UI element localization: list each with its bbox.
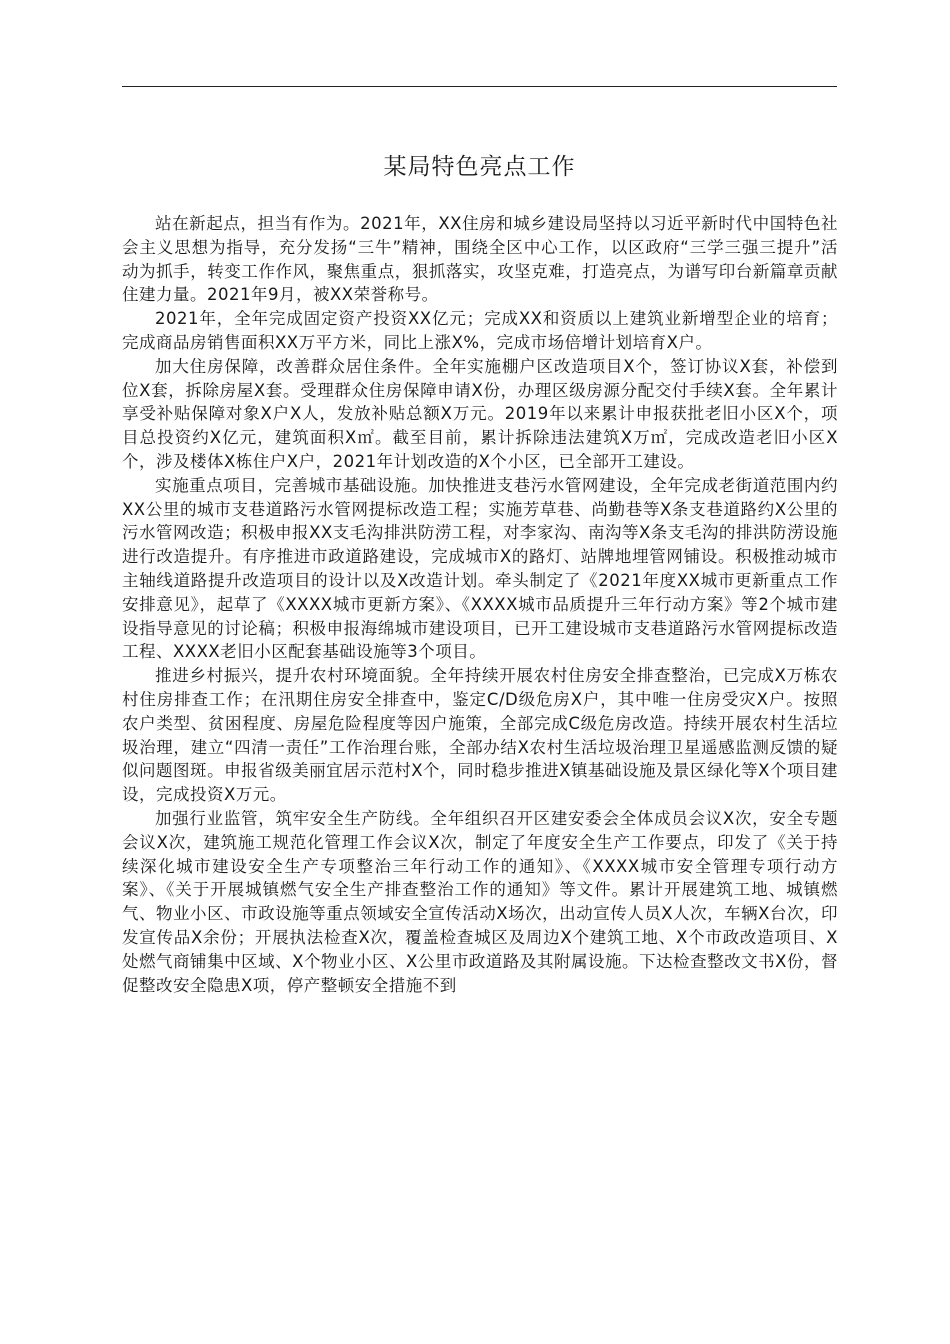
document-body xyxy=(122,212,838,997)
paragraph-safety: 加强行业监管，筑牢安全生产防线。全年组织召开区建安委会全体成员会议X次，安全专题会议X次，建筑施工规范化管理工作会议X次，制定了年度安全生产工作要点，印发了《关于持续深化城市建设安全生产专项整治三年行动工作的通知》、《XXXX城市安全管理专项行动方案》、《关于开展城镇燃气安全生产排查整治工作的通知》等文件。累计开展建筑工地、城镇燃气、物业小区、市政设施等重点领域安全宣传活动X场次，出动宣传人员X人次，车辆X台次，印发宣传品X余份；开展执法检查X次，覆盖检查城区及周边X个建筑工地、X个市政改造项目、X处燃气商铺集中区域、X个物业小区、X公里市政道路及其附属设施。下达检查整改文书X份，督促整改安全隐患X项，停产整顿安全措施不到 xyxy=(122,808,838,995)
paragraph-intro: 站在新起点，担当有作为。2021年，XX住房和城乡建设局坚持以习近平新时代中国特色社会主义思想为指导，充分发扬“三牛”精神，围绕全区中心工作，以区政府“三学三强三提升”活动为抓手，转变工作作风，聚焦重点，狠抓落实，攻坚克难，打造亮点，为谱写印台新篇章贡献住建力量。2021年9月，被XX荣誉称号。 xyxy=(122,214,838,305)
header-divider xyxy=(122,86,837,87)
paragraph-summary: 2021年，全年完成固定资产投资XX亿元；完成XX和资质以上建筑业新增型企业的培育；完成商品房销售面积XX万平方米，同比上涨X%，完成市场倍增计划培育X户。 xyxy=(122,309,838,352)
paragraph-rural: 推进乡村振兴，提升农村环境面貌。全年持续开展农村住房安全排查整治，已完成X万栋农村住房排查工作；在汛期住房安全排查中，鉴定C/D级危房X户，其中唯一住房受灾X户。按照农户类型、贫困程度、房屋危险程度等因户施策，全部完成C级危房改造。持续开展农村生活垃圾治理，建立“四清一责任”工作治理台账，全部办结X农村生活垃圾治理卫星遥感监测反馈的疑似问题图斑。申报省级美丽宜居示范村X个，同时稳步推进X镇基础设施及景区绿化等X个项目建设，完成投资X万元。 xyxy=(122,666,838,805)
paragraph-housing: 加大住房保障，改善群众居住条件。全年实施棚户区改造项目X个，签订协议X套，补偿到位X套，拆除房屋X套。受理群众住房保障申请X份，办理区级房源分配交付手续X套。全年累计享受补贴保障对象X户X人，发放补贴总额X万元。2019年以来累计申报获批老旧小区X个，项目总投资约X亿元，建筑面积X㎡。截至目前，累计拆除违法建筑X万㎡，完成改造老旧小区X个，涉及楼体X栋住户X户，2021年计划改造的X个小区，已全部开工建设。 xyxy=(122,356,838,471)
paragraph-infrastructure: 实施重点项目，完善城市基础设施。加快推进支巷污水管网建设，全年完成老街道范围内约XX公里的城市支巷道路污水管网提标改造工程；实施芳草巷、尚勤巷等X条支巷道路约X公里的污水管网改造；积极申报XX支毛沟排洪防涝工程，对李家沟、南沟等X条支毛沟的排洪防涝设施进行改造提升。有序推进市政道路建设，完成城市X的路灯、站牌地埋管网铺设。积极推动城市主轴线道路提升改造项目的设计以及X改造计划。牵头制定了《2021年度XX城市更新重点工作安排意见》，起草了《XXXX城市更新方案》、《XXXX城市品质提升三年行动方案》等2个城市建设指导意见的讨论稿；积极申报海绵城市建设项目，已开工建设城市支巷道路污水管网提标改造工程、XXXX老旧小区配套基础设施等3个项目。 xyxy=(122,475,838,662)
page-title: 某局特色亮点工作 xyxy=(383,154,576,180)
